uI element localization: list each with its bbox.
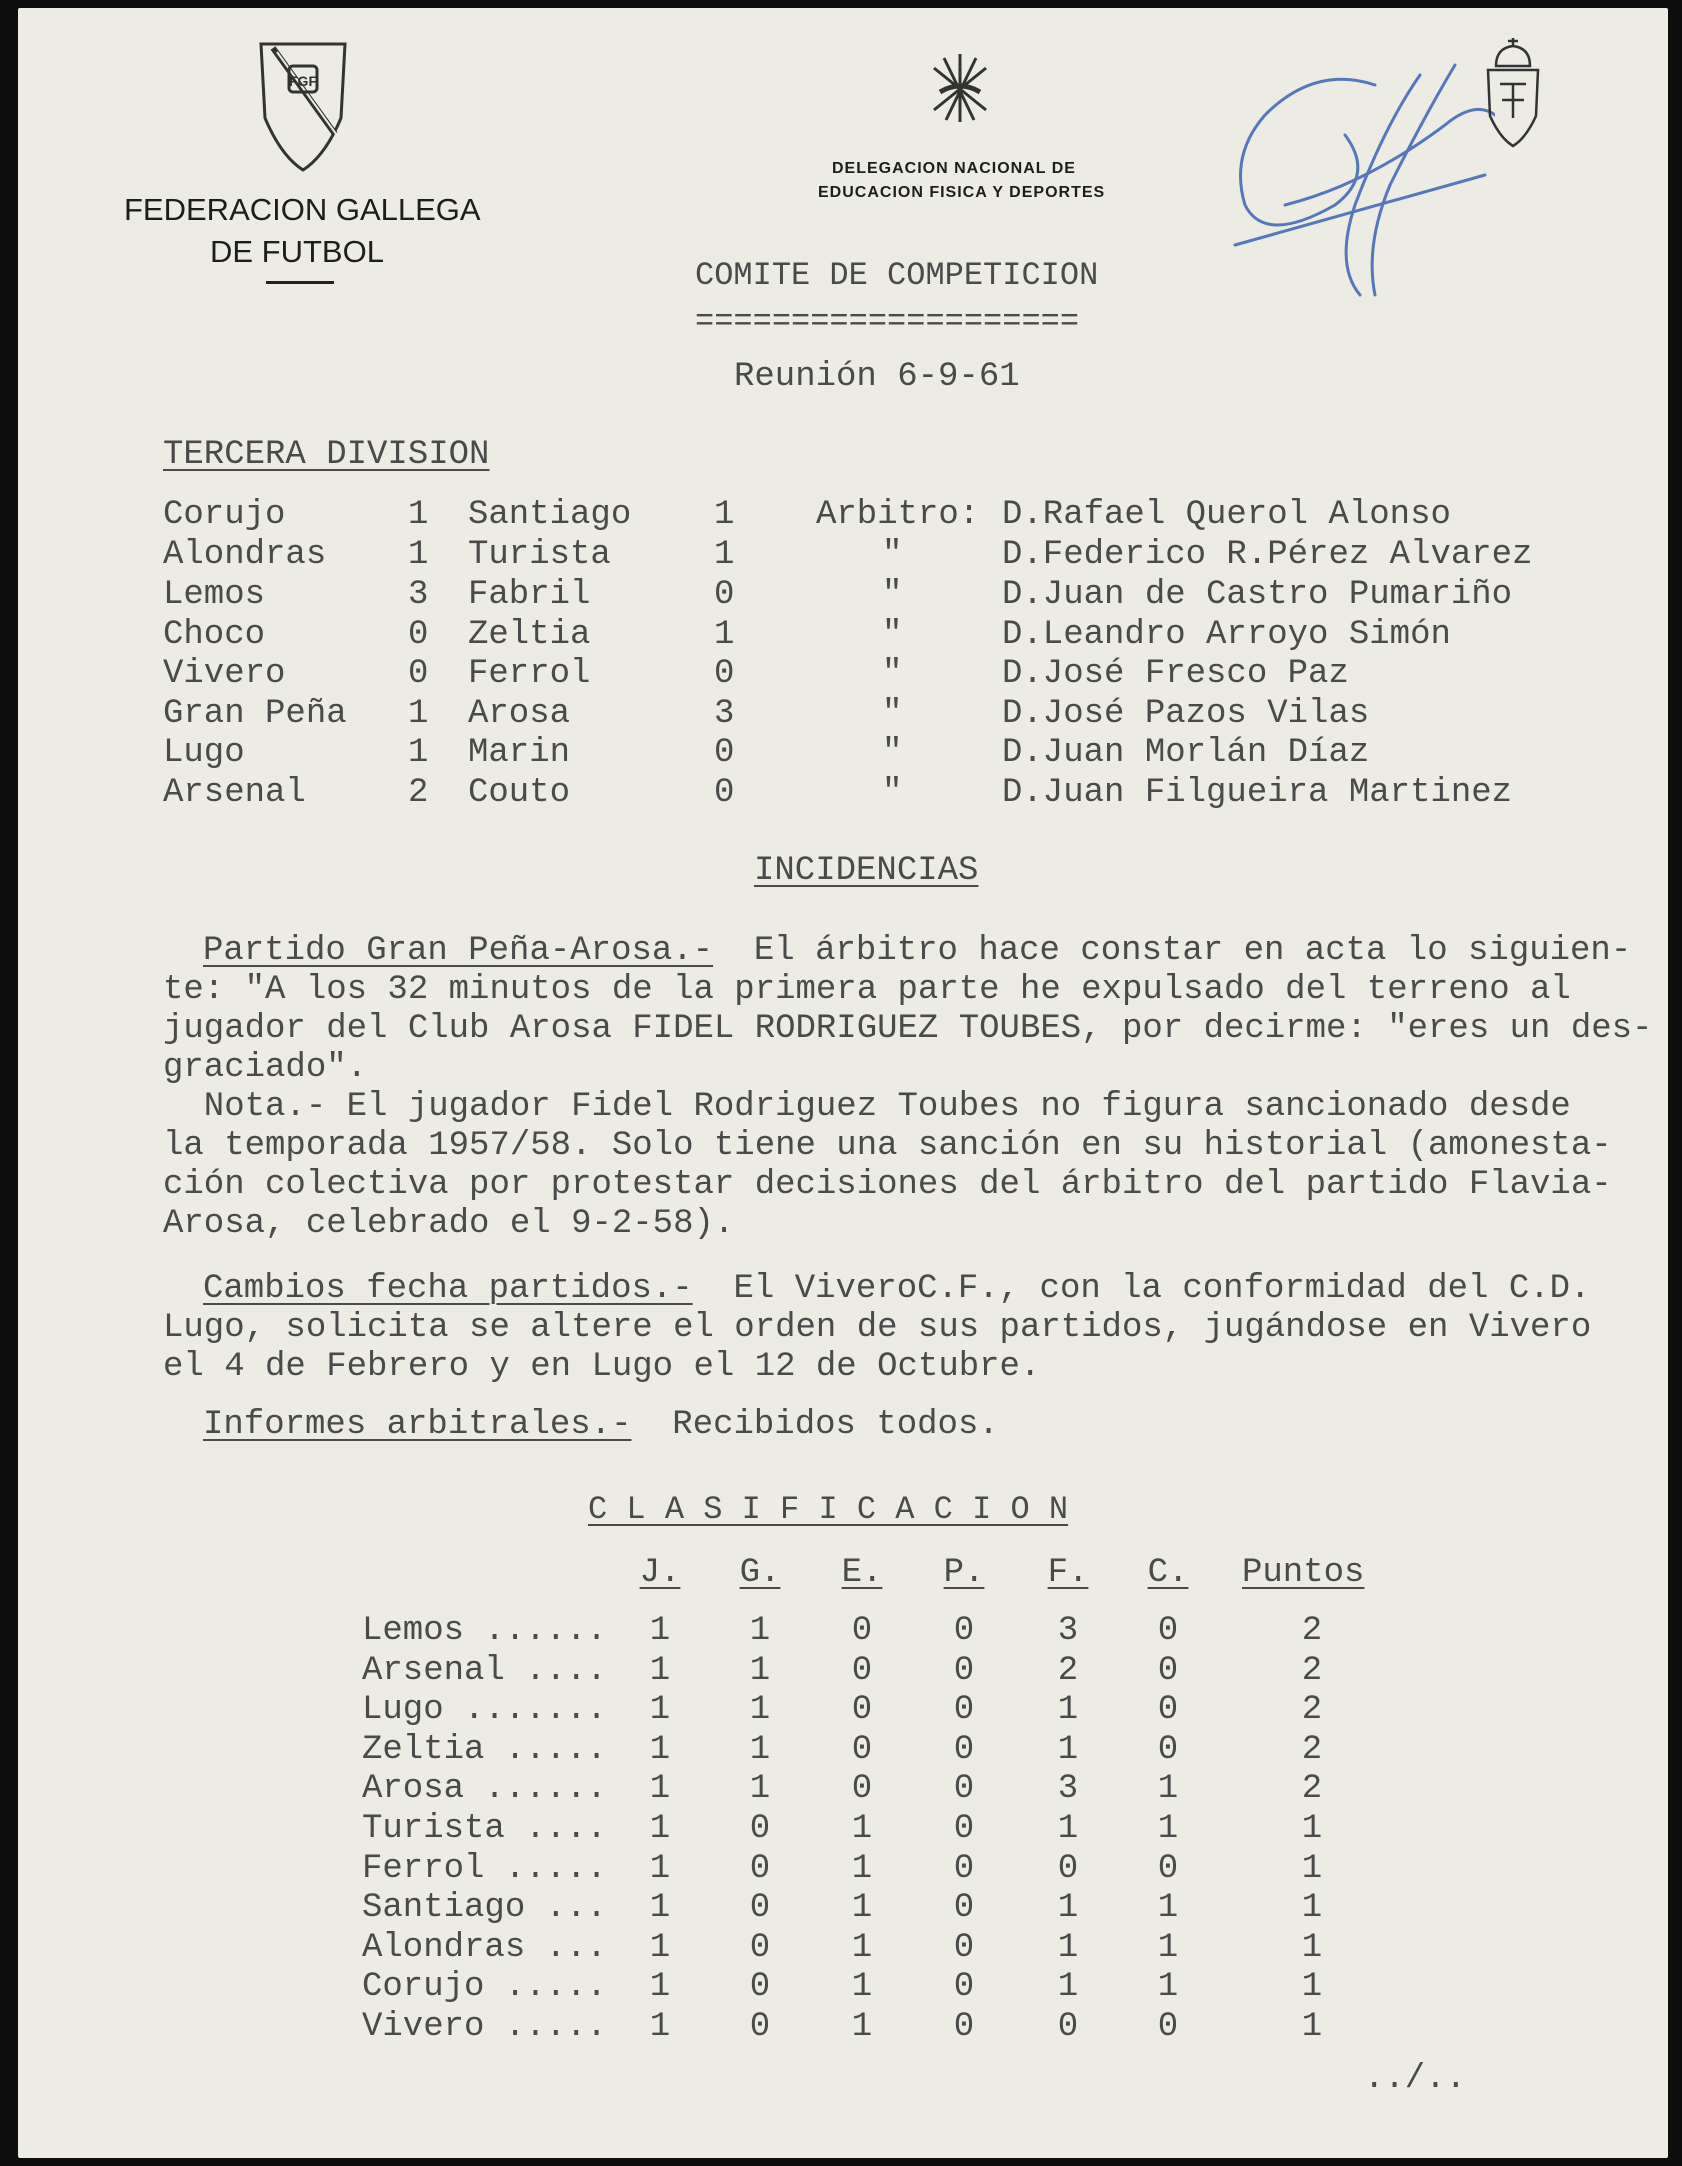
stat-cell: 0 [953,1652,975,1690]
team-name: Santiago ... [362,1889,607,1927]
stat-cell: 0 [953,1889,975,1927]
away-goals: 0 [714,734,735,772]
stat-cell: 1 [649,1929,671,1967]
referee-name: D.Juan Morlán Díaz [1002,734,1370,772]
home-goals: 1 [408,496,429,534]
stat-cell: 1 [1157,1968,1179,2006]
referee-ditto: " [882,536,903,574]
federation-underline [266,281,334,284]
header-cell: F. [1047,1554,1089,1592]
stat-cell: 1 [1301,1929,1323,1967]
paragraph-line: ción colectiva por protestar decisiones del árbitro del partido Flavia- [163,1166,1612,1204]
home-team: Corujo [163,496,286,534]
paragraph-line: Lugo, solicita se altere el orden de sus partidos, jugándose en Vivero [163,1309,1592,1347]
stat-cell: 1 [649,1968,671,2006]
home-goals: 1 [408,734,429,772]
stat-cell: 1 [1157,1929,1179,1967]
stat-cell: 2 [1301,1770,1323,1808]
referee-name: D.Juan de Castro Pumariño [1002,576,1513,614]
stat-cell: 1 [851,1968,873,2006]
away-team: Santiago [468,496,632,534]
stat-cell: 1 [851,1929,873,1967]
delegation-line2: EDUCACION FISICA Y DEPORTES [818,184,1106,201]
home-team: Lemos [163,576,266,614]
delegation-line1: DELEGACION NACIONAL DE [832,160,1076,177]
stat-cell: 1 [649,1652,671,1690]
paragraph-text: Recibidos todos. [631,1406,999,1444]
home-goals: 3 [408,576,429,614]
stat-cell: 0 [749,1850,771,1888]
stat-cell: 0 [749,1968,771,2006]
meeting-date: Reunión 6-9-61 [734,358,1020,396]
stat-cell: 1 [649,1889,671,1927]
header-cell: J. [639,1554,681,1592]
paragraph-line: el 4 de Febrero y en Lugo el 12 de Octubre. [163,1348,1041,1386]
stat-cell: 2 [1301,1612,1323,1650]
stat-cell: 0 [851,1612,873,1650]
paragraph-line: te: "A los 32 minutos de la primera parte he expulsado del terreno al [163,971,1571,1009]
stat-cell: 1 [749,1770,771,1808]
federation-name-line1: FEDERACION GALLEGA [124,192,481,227]
stat-cell: 0 [953,1770,975,1808]
stat-cell: 0 [851,1731,873,1769]
incident-heading: Partido Gran Peña-Arosa.- [203,932,714,970]
header-cell: Puntos [1242,1554,1365,1592]
team-name: Zeltia ..... [362,1731,607,1769]
stat-cell: 1 [1057,1929,1079,1967]
stat-cell: 1 [851,1889,873,1927]
home-team: Arsenal [163,774,306,812]
referee-name: D.Rafael Querol Alonso [1002,496,1451,534]
team-name: Arsenal .... [362,1652,607,1690]
stat-cell: 1 [649,2008,671,2046]
stat-cell: 0 [1157,1731,1179,1769]
away-team: Turista [468,536,611,574]
committee-double-rule: ==================== [695,303,1080,340]
stat-cell: 2 [1057,1652,1079,1690]
team-name: Corujo ..... [362,1968,607,2006]
svg-text:FGF: FGF [289,73,317,89]
header-cell: C. [1147,1554,1189,1592]
referee-ditto: " [882,774,903,812]
away-goals: 0 [714,576,735,614]
team-name: Vivero ..... [362,2008,607,2046]
royal-federation-crest-icon [1482,38,1544,150]
home-team: Gran Peña [163,695,347,733]
federation-name-line2: DE FUTBOL [210,234,384,269]
stat-cell: 1 [749,1652,771,1690]
yoke-arrows-emblem-icon [930,50,990,128]
stat-cell: 0 [851,1691,873,1729]
date-change-paragraph [163,1270,1663,1387]
stat-cell: 0 [953,1810,975,1848]
paragraph-line: jugador del Club Arosa FIDEL RODRIGUEZ TOUBES, por decirme: "eres un des- [163,1010,1653,1048]
stat-cell: 1 [749,1612,771,1650]
paragraph-text: El árbitro hace constar en acta lo siguien- [713,932,1632,970]
away-goals: 0 [714,655,735,693]
incident-paragraph [163,932,1663,1244]
paragraph-line: graciado". [163,1049,368,1087]
stat-cell: 1 [749,1691,771,1729]
stat-cell: 1 [1157,1770,1179,1808]
stat-cell: 0 [749,1810,771,1848]
stat-cell: 0 [953,1850,975,1888]
date-change-heading: Cambios fecha partidos.- [203,1270,693,1308]
stat-cell: 1 [1301,1889,1323,1927]
away-team: Couto [468,774,571,812]
stat-cell: 1 [1157,1889,1179,1927]
stat-cell: 1 [851,1810,873,1848]
home-goals: 1 [408,695,429,733]
team-name: Turista .... [362,1810,607,1848]
stat-cell: 0 [953,1731,975,1769]
home-goals: 0 [408,655,429,693]
team-name: Alondras ... [362,1929,607,1967]
stat-cell: 0 [749,2008,771,2046]
stat-cell: 0 [953,1691,975,1729]
continuation-mark: ../.. [1364,2060,1467,2098]
referee-name: D.José Fresco Paz [1002,655,1349,693]
referee-reports-heading: Informes arbitrales.- [203,1406,632,1444]
header-cell: E. [841,1554,883,1592]
home-team: Alondras [163,536,327,574]
home-team: Choco [163,616,266,654]
stat-cell: 1 [851,2008,873,2046]
stat-cell: 1 [1057,1691,1079,1729]
referee-ditto: " [882,576,903,614]
paragraph-line: Nota.- El jugador Fidel Rodriguez Toubes no figura sancionado desde [163,1088,1571,1126]
home-goals: 0 [408,616,429,654]
stat-cell: 0 [953,2008,975,2046]
stat-cell: 0 [749,1889,771,1927]
away-team: Arosa [468,695,571,733]
referee-label: Arbitro: [816,496,980,534]
away-goals: 1 [714,536,735,574]
paragraph-line [163,1406,1663,1445]
stat-cell: 1 [1057,1889,1079,1927]
paragraph-line: la temporada 1957/58. Solo tiene una sanción en su historial (amonesta- [163,1127,1612,1165]
away-goals: 3 [714,695,735,733]
team-name: Lugo ....... [362,1691,607,1729]
stat-cell: 0 [1157,1850,1179,1888]
home-team: Lugo [163,734,245,772]
referee-ditto: " [882,695,903,733]
paragraph-line [163,1270,1663,1309]
stat-cell: 0 [1157,1612,1179,1650]
referee-reports-paragraph [163,1406,1663,1445]
stat-cell: 1 [649,1612,671,1650]
referee-ditto: " [882,655,903,693]
stat-cell: 0 [749,1929,771,1967]
stat-cell: 1 [1301,1968,1323,2006]
stat-cell: 1 [649,1731,671,1769]
team-name: Ferrol ..... [362,1850,607,1888]
referee-name: D.Leandro Arroyo Simón [1002,616,1451,654]
incidencias-title: INCIDENCIAS [754,852,979,890]
team-name: Lemos ...... [362,1612,607,1650]
paragraph-line [163,932,1663,971]
stat-cell: 0 [953,1929,975,1967]
paragraph-text: El ViveroC.F., con la conformidad del C.D. [692,1270,1591,1308]
stat-cell: 1 [1057,1810,1079,1848]
stat-cell: 1 [649,1850,671,1888]
stat-cell: 0 [1057,1850,1079,1888]
home-goals: 1 [408,536,429,574]
stat-cell: 0 [851,1770,873,1808]
stat-cell: 1 [1057,1968,1079,2006]
header-cell: P. [943,1554,985,1592]
stat-cell: 0 [851,1652,873,1690]
stat-cell: 2 [1301,1691,1323,1729]
paragraph-line: Arosa, celebrado el 9-2-58). [163,1205,735,1243]
stat-cell: 1 [1301,1850,1323,1888]
stat-cell: 0 [953,1612,975,1650]
stat-cell: 1 [649,1691,671,1729]
home-goals: 2 [408,774,429,812]
home-team: Vivero [163,655,286,693]
away-goals: 0 [714,774,735,812]
stat-cell: 3 [1057,1612,1079,1650]
stat-cell: 1 [749,1731,771,1769]
stat-cell: 0 [953,1968,975,2006]
away-goals: 1 [714,496,735,534]
stat-cell: 1 [851,1850,873,1888]
team-name: Arosa ...... [362,1770,607,1808]
referee-ditto: " [882,734,903,772]
stat-cell: 1 [649,1810,671,1848]
stat-cell: 0 [1157,1652,1179,1690]
referee-name: D.Juan Filgueira Martinez [1002,774,1513,812]
standings-title: C L A S I F I C A C I O N [588,1491,1069,1528]
away-goals: 1 [714,616,735,654]
header-cell: G. [739,1554,781,1592]
away-team: Ferrol [468,655,591,693]
division-title: TERCERA DIVISION [163,436,490,474]
stat-cell: 1 [1157,1810,1179,1848]
referee-name: D.Federico R.Pérez Alvarez [1002,536,1533,574]
stat-cell: 2 [1301,1731,1323,1769]
away-team: Marin [468,734,571,772]
away-team: Zeltia [468,616,591,654]
away-team: Fabril [468,576,591,614]
stat-cell: 1 [1301,2008,1323,2046]
stat-cell: 0 [1157,2008,1179,2046]
federation-crest-icon [255,38,351,174]
referee-name: D.José Pazos Vilas [1002,695,1370,733]
stat-cell: 0 [1057,2008,1079,2046]
stat-cell: 0 [1157,1691,1179,1729]
stat-cell: 3 [1057,1770,1079,1808]
committee-title: COMITE DE COMPETICION [695,257,1099,294]
stat-cell: 1 [649,1770,671,1808]
handwritten-signature [1225,55,1495,305]
stat-cell: 1 [1057,1731,1079,1769]
stat-cell: 1 [1301,1810,1323,1848]
referee-ditto: " [882,616,903,654]
stat-cell: 2 [1301,1652,1323,1690]
